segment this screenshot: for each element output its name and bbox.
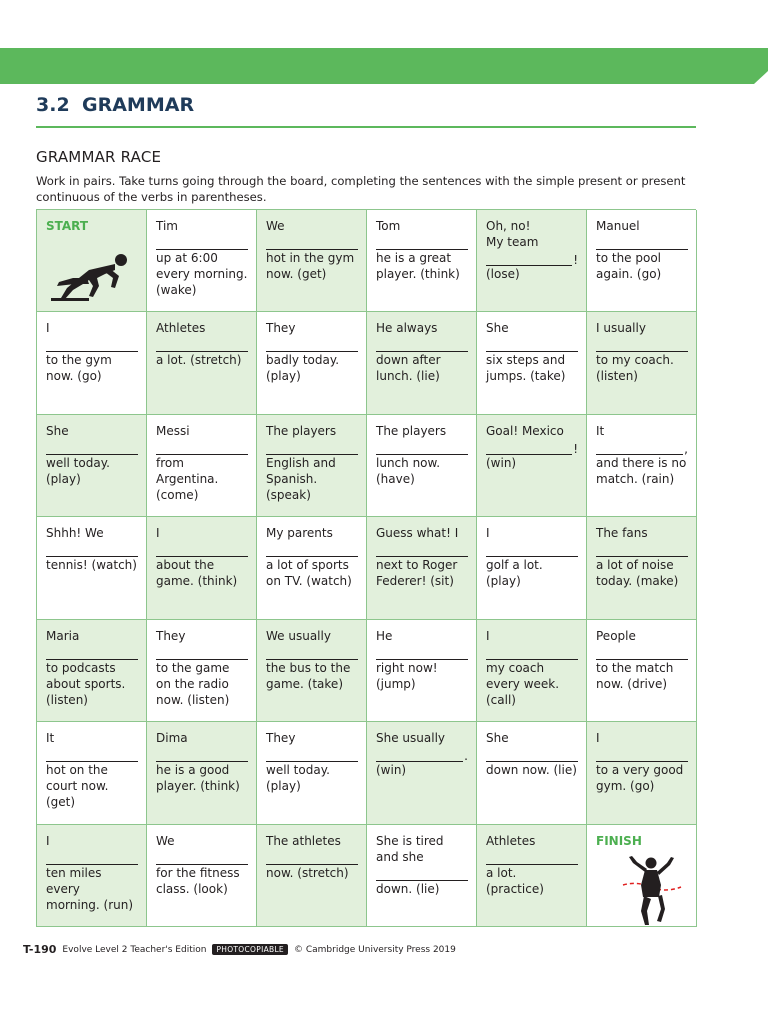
board-cell-start [37, 210, 147, 312]
cell-sentence-end: down. (lie) [376, 881, 440, 896]
answer-blank-line [156, 651, 248, 660]
answer-blank-line [376, 343, 468, 352]
answer-blank-row [266, 541, 358, 557]
cell-sentence-end: from Argentina. (come) [156, 455, 219, 502]
board-cell [477, 722, 587, 824]
cell-sentence-end: down after lunch. (lie) [376, 353, 441, 384]
board-cell [257, 210, 367, 312]
cell-sentence-end: to the pool again. (go) [596, 251, 662, 281]
board-cell [477, 312, 587, 414]
answer-blank-line [486, 753, 578, 762]
blank-punctuation: ! [573, 441, 578, 456]
answer-blank-row [596, 336, 688, 352]
cell-subject: She [46, 423, 69, 438]
cell-sentence-end: to a very good gym. (go) [596, 763, 684, 794]
answer-blank-row [596, 234, 688, 250]
answer-blank-line [46, 856, 138, 865]
cell-subject: We usually [266, 628, 331, 643]
answer-blank-line [156, 241, 248, 250]
board-cell [587, 210, 697, 312]
answer-blank-row [156, 746, 248, 762]
cell-subject: Goal! Mexico [486, 423, 564, 438]
answer-blank-row [596, 439, 688, 455]
cell-sentence-end: next to Roger Federer! (sit) [376, 558, 458, 589]
answer-blank-row [376, 865, 468, 881]
answer-blank-line [266, 446, 358, 455]
answer-blank-row [46, 849, 138, 865]
board-cell [477, 210, 587, 312]
board-cell [367, 415, 477, 517]
cell-subject: I [46, 833, 50, 848]
board-cell [147, 620, 257, 722]
cell-subject: She is tired and she [376, 833, 444, 864]
cell-sentence-end: badly today. (play) [266, 353, 340, 384]
page-number: T-190 [23, 943, 57, 956]
copyright-notice: © Cambridge University Press 2019 [293, 944, 456, 955]
answer-blank-line [486, 651, 578, 660]
cell-subject: People [596, 628, 636, 643]
cell-subject: Shhh! We [46, 526, 104, 541]
cell-sentence-end: hot in the gym now. (get) [266, 251, 355, 281]
cell-sentence-end: and there is no match. (rain) [596, 455, 687, 486]
board-cell [147, 825, 257, 927]
board-cell [37, 722, 147, 824]
cell-subject: I [46, 321, 50, 336]
answer-blank-row [486, 439, 578, 455]
cell-sentence-end: (lose) [486, 267, 520, 281]
answer-blank-row [156, 541, 248, 557]
answer-blank-row [156, 849, 248, 865]
cell-subject: Guess what! I [376, 526, 459, 541]
cell-subject: Maria [46, 628, 80, 643]
cell-subject: We [266, 219, 285, 233]
answer-blank-row [486, 250, 578, 266]
cell-subject: The athletes [266, 833, 341, 848]
answer-blank-row [266, 644, 358, 660]
cell-subject: I [486, 526, 490, 541]
board-cell [257, 517, 367, 619]
page-footer [23, 943, 456, 956]
cell-sentence-end: about the game. (think) [156, 558, 238, 589]
answer-blank-line [486, 257, 572, 266]
cell-sentence-end: for the fitness class. (look) [156, 865, 240, 896]
answer-blank-line [376, 753, 463, 762]
answer-blank-row [156, 644, 248, 660]
cell-sentence-end: a lot of noise today. (make) [596, 558, 679, 589]
answer-blank-row [266, 336, 358, 352]
board-cell [587, 312, 697, 414]
answer-blank-line [46, 651, 138, 660]
answer-blank-row [486, 336, 578, 352]
board-cell [147, 517, 257, 619]
answer-blank-line [266, 343, 358, 352]
section-title: GRAMMAR [82, 94, 195, 116]
cell-subject: Tim [156, 219, 178, 233]
answer-blank-row [486, 644, 578, 660]
finish-label: FINISH [596, 833, 642, 848]
answer-blank-row [156, 336, 248, 352]
answer-blank-row [486, 849, 578, 865]
cell-subject: I [156, 526, 160, 541]
cell-sentence-end: to podcasts about sports. (listen) [46, 660, 126, 707]
edition-name: Evolve Level 2 Teacher's Edition [62, 944, 207, 955]
cell-sentence-end: ten miles every morning. (run) [46, 865, 134, 912]
cell-sentence-end: up at 6:00 every morning. (wake) [156, 251, 248, 297]
answer-blank-row [46, 644, 138, 660]
board-cell [257, 825, 367, 927]
cell-sentence-end: a lot. (practice) [486, 865, 544, 896]
answer-blank-line [46, 343, 138, 352]
cell-subject: He [376, 628, 393, 643]
runner-finish-icon [621, 855, 683, 927]
answer-blank-line [46, 753, 138, 762]
cell-sentence-end: English and Spanish. (speak) [266, 455, 336, 502]
board-cell [477, 517, 587, 619]
cell-subject: They [156, 628, 186, 643]
answer-blank-line [596, 241, 688, 250]
band-notch [754, 71, 768, 84]
section-number: 3.2 [36, 94, 70, 116]
board-cell [37, 620, 147, 722]
answer-blank-line [486, 856, 578, 865]
cell-sentence-end: a lot of sports on TV. (watch) [266, 558, 352, 589]
cell-subject: We [156, 833, 175, 848]
answer-blank-row [376, 439, 468, 455]
answer-blank-row [376, 644, 468, 660]
cell-subject: Manuel [596, 219, 640, 233]
cell-sentence-end: well today. (play) [46, 455, 110, 486]
cell-subject: The fans [596, 526, 648, 541]
cell-subject: The players [376, 423, 447, 438]
board-cell [257, 415, 367, 517]
cell-subject: She usually [376, 731, 446, 746]
answer-blank-row [266, 849, 358, 865]
board-cell [257, 312, 367, 414]
cell-sentence-end: right now! (jump) [376, 660, 438, 691]
board-cell [367, 312, 477, 414]
cell-subject: She [486, 321, 509, 336]
answer-blank-row [156, 439, 248, 455]
cell-subject: They [266, 321, 296, 336]
blank-punctuation: , [684, 441, 688, 456]
cell-subject: Athletes [156, 321, 206, 336]
board-cell [367, 825, 477, 927]
cell-subject: Oh, no! My team [486, 219, 539, 249]
cell-subject: She [486, 731, 509, 746]
board-cell [587, 620, 697, 722]
answer-blank-row [266, 746, 358, 762]
board-cell [367, 620, 477, 722]
cell-sentence-end: to the game on the radio now. (listen) [156, 660, 230, 707]
board-cell [37, 415, 147, 517]
board-cell [477, 825, 587, 927]
answer-blank-line [266, 241, 358, 250]
cell-sentence-end: hot on the court now. (get) [46, 763, 109, 810]
answer-blank-row [376, 746, 468, 762]
answer-blank-row [376, 336, 468, 352]
answer-blank-line [486, 446, 572, 455]
answer-blank-line [156, 753, 248, 762]
answer-blank-line [156, 343, 248, 352]
cell-subject: I [486, 628, 490, 643]
board-cell [147, 210, 257, 312]
cell-sentence-end: golf a lot. (play) [486, 558, 543, 589]
photocopiable-badge: PHOTOCOPIABLE [212, 944, 288, 955]
cell-subject: It [46, 731, 55, 746]
answer-blank-line [266, 651, 358, 660]
answer-blank-line [596, 446, 683, 455]
answer-blank-row [46, 541, 138, 557]
answer-blank-row [46, 336, 138, 352]
cell-subject: I [596, 731, 600, 746]
cell-sentence-end: (win) [486, 455, 517, 470]
cell-subject: It [596, 423, 605, 438]
answer-blank-row [486, 541, 578, 557]
answer-blank-row [486, 746, 578, 762]
answer-blank-row [266, 234, 358, 250]
board-cell [367, 517, 477, 619]
cell-sentence-end: my coach every week. (call) [486, 660, 560, 707]
board-cell [147, 722, 257, 824]
answer-blank-row [46, 746, 138, 762]
cell-sentence-end: to my coach. (listen) [596, 353, 674, 384]
answer-blank-row [156, 234, 248, 250]
blank-punctuation: ! [573, 253, 578, 267]
answer-blank-line [376, 872, 468, 881]
board-cell [147, 415, 257, 517]
board-cell [257, 620, 367, 722]
board-cell [587, 722, 697, 824]
answer-blank-row [596, 746, 688, 762]
cell-sentence-end: he is a good player. (think) [156, 763, 240, 794]
cell-sentence-end: (win) [376, 763, 407, 778]
cell-sentence-end: the bus to the game. (take) [266, 660, 351, 691]
cell-sentence-end: lunch now. (have) [376, 455, 441, 486]
cell-sentence-end: down now. (lie) [486, 763, 577, 778]
cell-sentence-end: six steps and jumps. (take) [486, 353, 566, 384]
cell-sentence-end: now. (stretch) [266, 865, 349, 880]
answer-blank-line [156, 548, 248, 557]
board-cell [587, 415, 697, 517]
board-cell [147, 312, 257, 414]
cell-subject: Dima [156, 731, 188, 746]
answer-blank-line [266, 548, 358, 557]
answer-blank-row [266, 439, 358, 455]
answer-blank-line [596, 753, 688, 762]
cell-subject: My parents [266, 526, 333, 541]
blank-punctuation: . [464, 749, 468, 764]
answer-blank-line [46, 548, 138, 557]
answer-blank-line [266, 856, 358, 865]
answer-blank-row [376, 541, 468, 557]
answer-blank-line [156, 856, 248, 865]
answer-blank-row [596, 541, 688, 557]
cell-subject: Athletes [486, 833, 536, 848]
cell-subject: They [266, 731, 296, 746]
board-cell-finish [587, 825, 697, 927]
answer-blank-line [156, 446, 248, 455]
section-divider [36, 126, 696, 128]
cell-sentence-end: to the match now. (drive) [596, 660, 674, 691]
answer-blank-line [376, 241, 468, 250]
answer-blank-row [596, 644, 688, 660]
answer-blank-line [596, 651, 688, 660]
board-cell [587, 517, 697, 619]
answer-blank-line [376, 446, 468, 455]
cell-sentence-end: tennis! (watch) [46, 558, 137, 573]
board-cell [367, 210, 477, 312]
start-label: START [46, 219, 89, 233]
answer-blank-line [46, 446, 138, 455]
board-cell [477, 620, 587, 722]
answer-blank-line [376, 548, 468, 557]
board-cell [37, 517, 147, 619]
cell-subject: Tom [376, 219, 401, 233]
cell-subject: I usually [596, 321, 646, 336]
board-cell [37, 312, 147, 414]
cell-subject: He always [376, 321, 438, 336]
answer-blank-line [376, 651, 468, 660]
board-cell [37, 825, 147, 927]
activity-title: GRAMMAR RACE [36, 148, 162, 166]
cell-subject: The players [266, 423, 337, 438]
answer-blank-line [266, 753, 358, 762]
cell-subject: Messi [156, 423, 190, 438]
grammar-race-board [36, 209, 696, 927]
answer-blank-row [46, 439, 138, 455]
board-cell [367, 722, 477, 824]
answer-blank-line [596, 548, 688, 557]
answer-blank-line [596, 343, 688, 352]
cell-sentence-end: to the gym now. (go) [46, 353, 112, 384]
cell-sentence-end: well today. (play) [266, 763, 330, 794]
activity-instructions: Work in pairs. Take turns going through the board, completing the sentences with the simple present or present continuous of the verbs in parentheses. [36, 174, 686, 204]
cell-sentence-end: he is a great player. (think) [376, 251, 460, 281]
cell-sentence-end: a lot. (stretch) [156, 353, 242, 368]
top-green-band [0, 48, 768, 84]
sprinter-start-icon [49, 248, 135, 306]
board-cell [477, 415, 587, 517]
answer-blank-line [486, 343, 578, 352]
answer-blank-line [486, 548, 578, 557]
board-cell [257, 722, 367, 824]
answer-blank-row [376, 234, 468, 250]
